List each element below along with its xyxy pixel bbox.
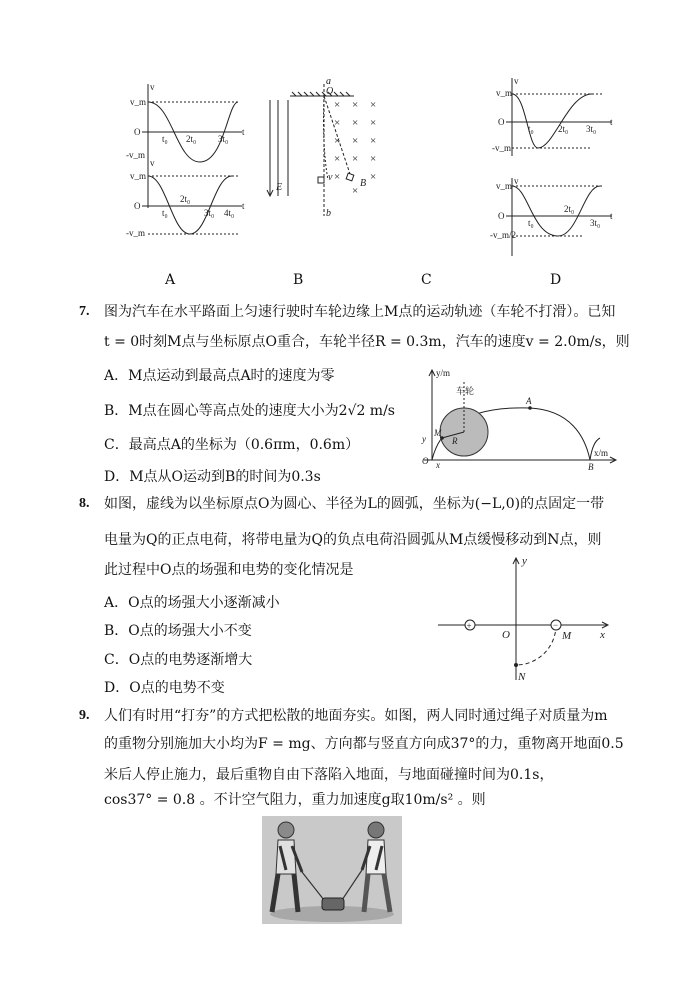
svg-text:×: × <box>370 171 377 183</box>
svg-text:-v_m: -v_m <box>126 150 145 160</box>
svg-text:×: × <box>334 99 341 111</box>
q8-stem-line1: 如图，虚线为以坐标原点O为圆心、半径为L的圆弧，坐标为(−L,0)的点固定一带 <box>104 496 605 512</box>
svg-text:a: a <box>326 76 331 87</box>
svg-text:-v_m/2: -v_m/2 <box>490 230 516 240</box>
svg-text:3t₀: 3t₀ <box>590 218 601 228</box>
svg-text:t: t <box>610 211 613 221</box>
svg-text:v: v <box>514 176 519 186</box>
svg-text:t: t <box>242 127 245 137</box>
svg-text:B: B <box>360 178 367 189</box>
svg-text:×: × <box>352 153 359 165</box>
svg-text:O: O <box>502 629 510 641</box>
svg-text:2t₀: 2t₀ <box>186 134 197 144</box>
q8-charge-arc-figure <box>436 552 616 684</box>
svg-text:2t₀: 2t₀ <box>564 204 575 214</box>
q9-stem-line4: cos37° = 0.8 。不计空气阻力，重力加速度g取10m/s² 。则 <box>104 792 486 808</box>
svg-text:O: O <box>422 456 429 466</box>
figure-label-d: D <box>550 272 562 288</box>
svg-text:t₀: t₀ <box>528 124 534 134</box>
svg-text:t: t <box>242 201 245 211</box>
q9-tamping-illustration <box>262 816 402 924</box>
svg-text:v: v <box>514 76 519 86</box>
q8-option-d: D．O点的电势不变 <box>104 680 225 696</box>
svg-text:v_m: v_m <box>496 88 513 98</box>
svg-text:M: M <box>434 428 442 438</box>
svg-text:x: x <box>436 460 440 470</box>
q8-number: 8. <box>79 496 90 511</box>
svg-text:v_m: v_m <box>130 97 147 107</box>
svg-text:t₀: t₀ <box>528 218 534 228</box>
q7-option-c: C．最高点A的坐标为（0.6πm，0.6m） <box>104 437 360 453</box>
svg-text:×: × <box>334 117 341 129</box>
svg-text:O: O <box>134 201 141 211</box>
svg-text:×: × <box>352 185 359 197</box>
svg-text:×: × <box>370 135 377 147</box>
svg-text:2t₀: 2t₀ <box>180 194 191 204</box>
q9-stem-line3: 米后人停止施力，最后重物自由下落陷入地面，与地面碰撞时间为0.1s， <box>104 767 554 783</box>
svg-text:×: × <box>370 117 377 129</box>
svg-text:t₀: t₀ <box>162 208 168 218</box>
svg-text:3t₀: 3t₀ <box>204 208 215 218</box>
svg-text:O: O <box>498 211 505 221</box>
svg-text:O: O <box>134 127 141 137</box>
q7-wheel-trajectory-figure <box>410 366 620 470</box>
svg-text:v: v <box>328 172 333 183</box>
q7-stem-line2: t = 0时刻M点与坐标原点O重合，车轮半径R = 0.3m，汽车的速度v = 2.0m/s，则 <box>104 334 630 350</box>
svg-text:×: × <box>352 99 359 111</box>
svg-text:x: x <box>600 629 605 641</box>
q8-option-a: A．O点的场强大小逐渐减小 <box>104 595 280 611</box>
svg-text:×: × <box>334 171 341 183</box>
svg-text:v_m: v_m <box>130 171 147 181</box>
graph-a-v-label: v <box>150 82 155 92</box>
figure-label-c: C <box>421 272 432 288</box>
svg-text:4t₀: 4t₀ <box>224 208 235 218</box>
svg-text:×: × <box>370 99 377 111</box>
q9-stem-line1: 人们有时用“打夯”的方式把松散的地面夯实。如图，两人同时通过绳子对质量为m <box>104 708 608 724</box>
svg-text:O: O <box>498 117 505 127</box>
svg-text:×: × <box>352 117 359 129</box>
svg-text:3t₀: 3t₀ <box>586 124 597 134</box>
svg-text:t: t <box>610 117 613 127</box>
svg-text:R: R <box>452 436 458 446</box>
svg-text:×: × <box>334 153 341 165</box>
svg-text:y/m: y/m <box>436 368 451 378</box>
svg-text:×: × <box>352 135 359 147</box>
q9-stem-line2: 的重物分别施加大小均为F = mg、方向都与竖直方向成37°的力，重物离开地面0.5 <box>104 736 624 752</box>
q9-number: 9. <box>79 708 90 723</box>
graph-a <box>120 78 250 248</box>
svg-text:y: y <box>422 434 426 444</box>
graph-d <box>488 74 618 259</box>
graph-b <box>262 76 392 226</box>
svg-text:−: − <box>553 620 559 630</box>
svg-text:-v_m: -v_m <box>126 228 145 238</box>
q7-option-b: B．M点在圆心等高点处的速度大小为2√2 m/s <box>104 403 395 419</box>
q8-option-b: B．O点的场强大小不变 <box>104 623 252 639</box>
svg-text:t₀: t₀ <box>162 134 168 144</box>
svg-text:x/m: x/m <box>594 448 609 458</box>
svg-text:B: B <box>588 462 594 470</box>
svg-text:×: × <box>370 153 377 165</box>
svg-text:2t₀: 2t₀ <box>558 124 569 134</box>
q8-stem-line2: 电量为Q的正点电荷，将带电量为Q的负点电荷沿圆弧从M点缓慢移动到N点，则 <box>104 532 602 548</box>
q8-option-c: C．O点的电势逐渐增大 <box>104 652 253 668</box>
svg-text:M: M <box>562 630 572 642</box>
svg-text:A: A <box>526 396 532 406</box>
svg-text:E: E <box>276 182 283 193</box>
svg-text:×: × <box>334 135 341 147</box>
q7-option-d: D．M点从O运动到B的时间为0.3s <box>104 469 321 485</box>
svg-text:v_m: v_m <box>496 181 513 191</box>
svg-text:b: b <box>326 208 331 219</box>
svg-text:v: v <box>150 158 155 168</box>
q7-stem-line1: 图为汽车在水平路面上匀速行驶时车轮边缘上M点的运动轨迹（车轮不打滑）。已知 <box>104 304 616 320</box>
figure-label-a: A <box>165 272 176 288</box>
q8-stem-line3: 此过程中O点的场强和电势的变化情况是 <box>104 562 354 578</box>
svg-text:O: O <box>326 86 334 97</box>
figure-label-b: B <box>293 272 304 288</box>
svg-text:-v_m: -v_m <box>492 143 511 153</box>
svg-text:y: y <box>522 555 527 567</box>
svg-text:+: + <box>466 621 472 631</box>
svg-text:N: N <box>518 671 526 683</box>
svg-text:车轮: 车轮 <box>456 386 475 396</box>
svg-text:3t₀: 3t₀ <box>218 134 229 144</box>
q7-number: 7. <box>79 304 90 319</box>
q7-option-a: A．M点运动到最高点A时的速度为零 <box>104 368 335 384</box>
